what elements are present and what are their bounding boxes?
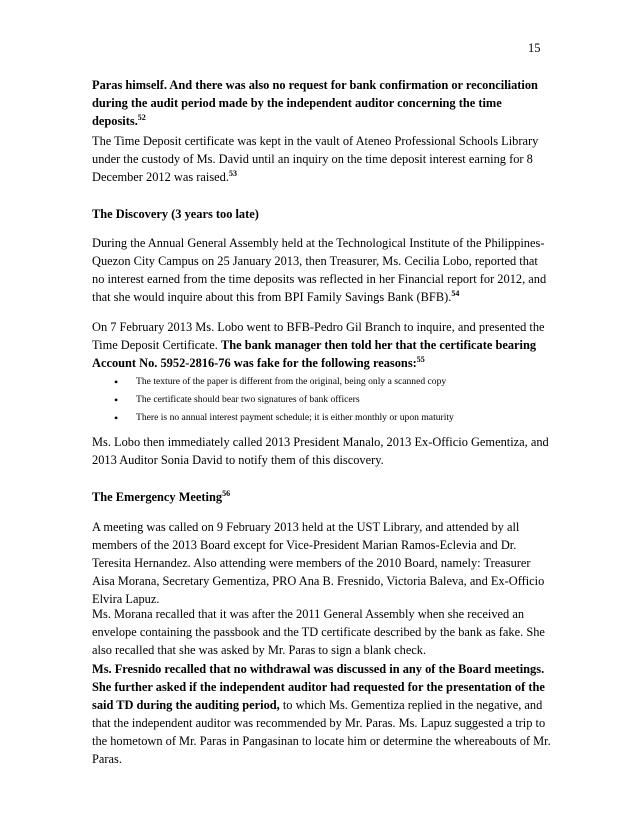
- paragraph-text: On 7 February 2013 Ms. Lobo went to BFB-Pedro Gil Branch to inquire, and presented the Time Deposit Certificate.: [92, 320, 545, 352]
- list-item: [112, 391, 592, 409]
- paragraph-bold-text: Ms. Fresnido recalled that no withdrawal was discussed in any of the Board meetings. She further asked if the independent auditor had requested for the presentation of the said TD during the auditing period,: [92, 662, 545, 712]
- list-item: [112, 373, 592, 391]
- paragraph-bold-text: Paras himself. And there was also no request for bank confirmation or reconciliation during the audit period made by the independent auditor concerning the time deposits.: [92, 78, 538, 128]
- paragraph-text: Ms. Morana recalled that it was after the 2011 General Assembly when she received an envelope containing the passbook and the TD certificate described by the bank as fake. She also recalled that she was asked by Mr. Paras to sign a blank check.: [92, 607, 545, 657]
- paragraph-vault: [92, 132, 552, 186]
- bullet-icon: •: [114, 393, 119, 407]
- paragraph-morana: [92, 605, 552, 659]
- paragraph-continuation: [92, 76, 552, 130]
- footnote-ref-52: 52: [137, 112, 146, 122]
- footnote-ref-56: 56: [222, 488, 231, 498]
- bullet-icon: •: [114, 375, 119, 389]
- list-item-text: The certificate should bear two signatures of bank officers: [136, 394, 360, 405]
- bullet-icon: •: [114, 411, 119, 425]
- list-item-text: The texture of the paper is different from the original, being only a scanned copy: [136, 376, 447, 387]
- reasons-list: [112, 373, 592, 427]
- paragraph-bank-visit: [92, 318, 552, 372]
- heading-text: The Emergency Meeting: [92, 490, 223, 504]
- paragraph-text: The Time Deposit certificate was kept in the vault of Ateneo Professional Schools Library under the custody of Ms. David until an inquiry on the time deposit interest earning for 8 December 2012 was raised.: [92, 134, 539, 184]
- paragraph-text: to which Ms. Gementiza replied in the negative, and that the independent auditor was recommended by Mr. Paras. Ms. Lapuz suggested a trip to the hometown of Mr. Paras in Pangasinan to locate him or determine the whereabouts of Mr. Paras.: [92, 698, 551, 766]
- paragraph-bold-text: The bank manager then told her that the certificate bearing Account No. 5952-2816-76 was fake for the following reasons:: [92, 338, 537, 370]
- paragraph-assembly: [92, 234, 552, 306]
- footnote-ref-53: 53: [228, 168, 237, 178]
- section-heading-discovery: The Discovery (3 years too late): [92, 207, 259, 221]
- footnote-ref-55: 55: [416, 354, 425, 364]
- paragraph-text: Ms. Lobo then immediately called 2013 President Manalo, 2013 Ex-Officio Gementiza, and 2013 Auditor Sonia David to notify them of this discovery.: [92, 435, 549, 467]
- page-number: 15: [528, 41, 541, 55]
- section-heading-emergency-meeting: [92, 488, 552, 506]
- paragraph-text: A meeting was called on 9 February 2013 held at the UST Library, and attended by all members of the 2013 Board except for Vice-President Marian Ramos-Eclevia and Dr. Teresita Hernandez. Also attending were members of the 2010 Board, namely: Treasurer Aisa Morana, Secretary Gementiza, PRO Ana B. Fresnido, Victoria Baleva, and Ex-Officio Elvira Lapuz.: [92, 520, 545, 606]
- paragraph-meeting: [92, 518, 552, 608]
- paragraph-notification: [92, 433, 552, 469]
- paragraph-fresnido: [92, 660, 552, 768]
- list-item-text: There is no annual interest payment schedule; it is either monthly or upon maturity: [136, 412, 454, 423]
- list-item: [112, 409, 592, 427]
- paragraph-text: During the Annual General Assembly held at the Technological Institute of the Philippines-Quezon City Campus on 25 January 2013, then Treasurer, Ms. Cecilia Lobo, reported that no interest earned from the time deposits was reflected in her Financial report for 2012, and that she would inquire about this from BPI Family Savings Bank (BFB).: [92, 236, 547, 304]
- footnote-ref-54: 54: [451, 288, 460, 298]
